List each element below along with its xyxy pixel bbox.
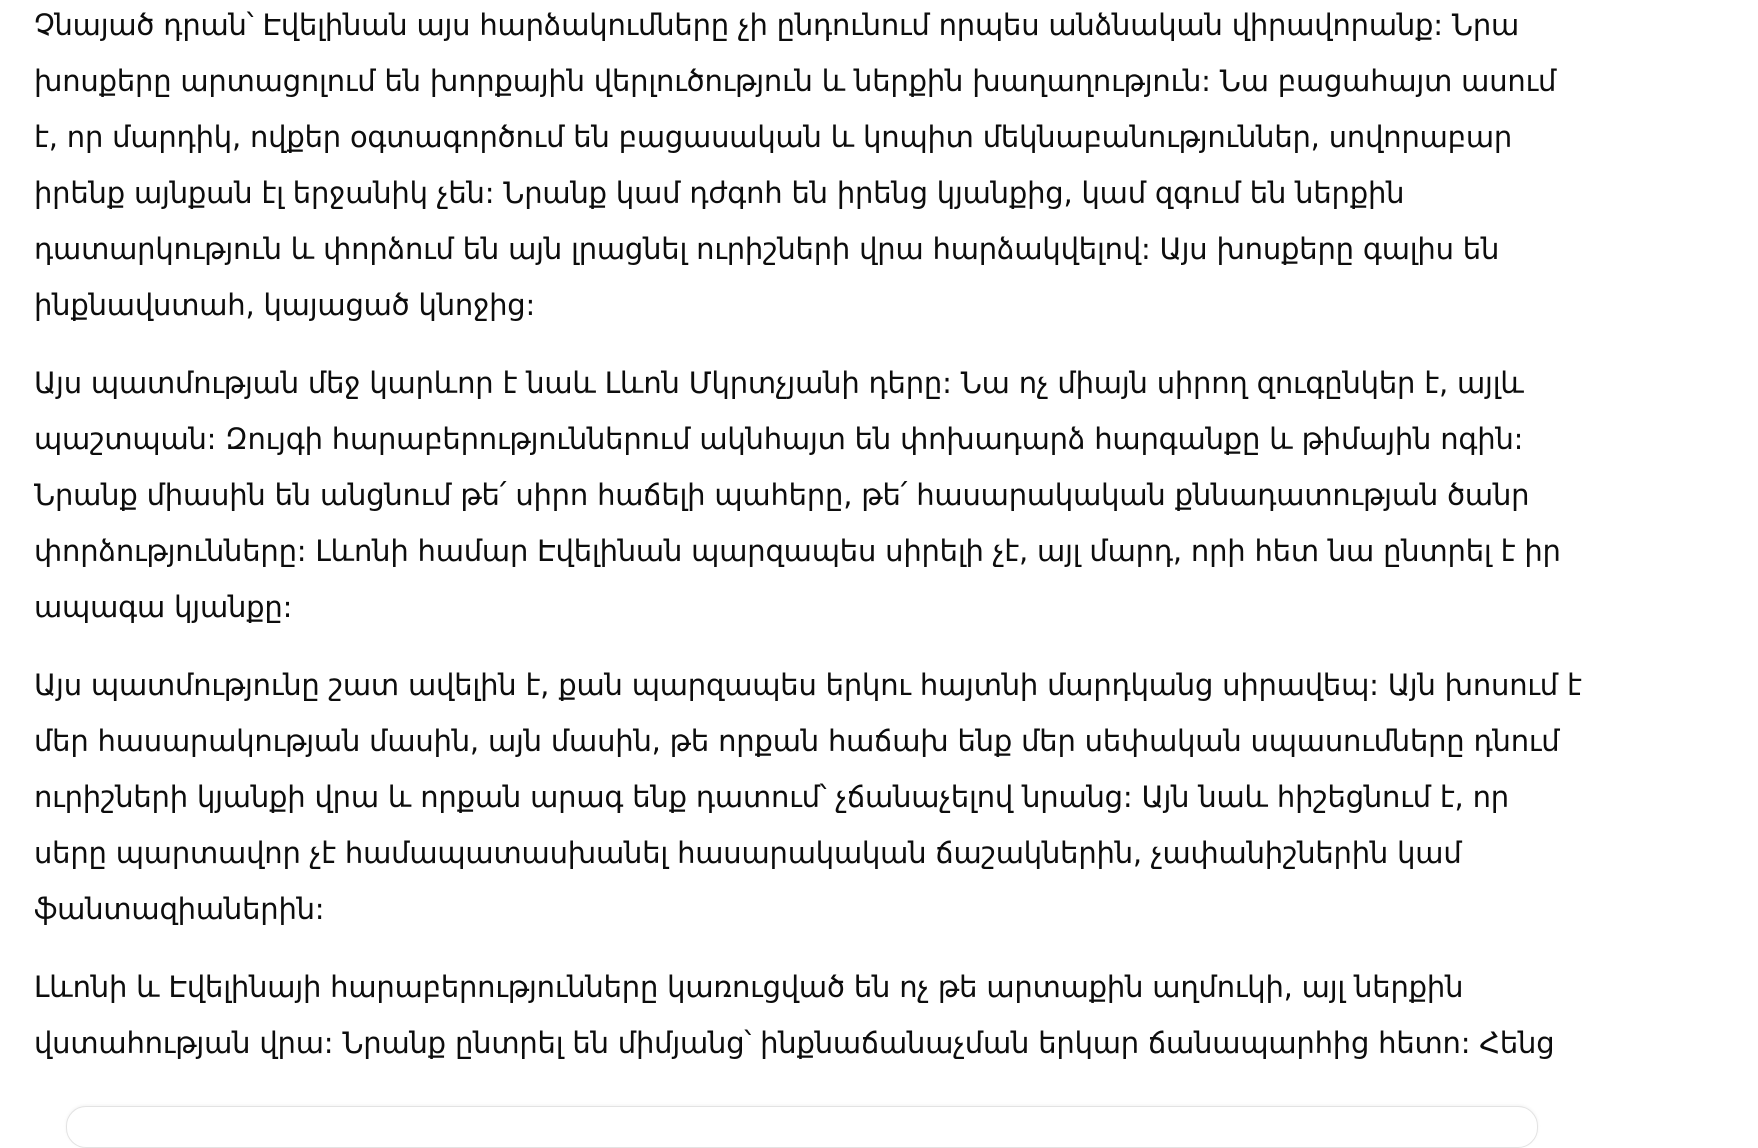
article-body: [34, 0, 1582, 1093]
paragraph-line: ապագա կյանքը:: [34, 590, 293, 624]
paragraph-line: Այս պատմության մեջ կարևոր է նաև Լևոն Մկրտչյանի դերը: Նա ոչ միայն սիրող զուգընկեր է, այլև: [34, 366, 1524, 400]
paragraph-line: Այս պատմությունը շատ ավելին է, քան պարզապես երկու հայտնի մարդկանց սիրավեպ: Այն խոսում է: [34, 668, 1582, 702]
paragraph-line: ուրիշների կյանքի վրա և որքան արագ ենք դատում՝ չճանաչելով նրանց: Այն նաև հիշեցնում է, որ: [34, 780, 1509, 814]
paragraph-line: դատարկություն և փորձում են այն լրացնել ուրիշների վրա հարձակվելով: Այս խոսքերը գալիս են: [34, 232, 1500, 266]
message-composer[interactable]: [66, 1106, 1538, 1148]
paragraph-line: փորձությունները: Լևոնի համար Էվելինան պարզապես սիրելի չէ, այլ մարդ, որի հետ նա ընտրել է իր: [34, 534, 1561, 568]
paragraph-3: [34, 657, 1582, 937]
paragraph-2: [34, 355, 1574, 635]
paragraph-4: [34, 959, 1574, 1071]
paragraph-line: մեր հասարակության մասին, այն մասին, թե որքան հաճախ ենք մեր սեփական սպասումները դնում: [34, 724, 1560, 758]
paragraph-line: իրենք այնքան էլ երջանիկ չեն: Նրանք կամ դժգոհ են իրենց կյանքից, կամ զգում են ներքին: [34, 176, 1405, 210]
paragraph-line: պաշտպան: Զույգի հարաբերություններում ակնհայտ են փոխադարձ հարգանքը և թիմային ոգին:: [34, 422, 1524, 456]
paragraph-line: ինքնավստահ, կայացած կնոջից:: [34, 288, 536, 322]
paragraph-line: Չնայած դրան՝ Էվելինան այս հարձակումները չի ընդունում որպես անձնական վիրավորանք: Նրա: [34, 8, 1520, 42]
paragraph-line: է, որ մարդիկ, ովքեր օգտագործում են բացասական և կոպիտ մեկնաբանություններ, սովորաբար: [34, 120, 1513, 154]
paragraph-line: վստահության վրա: Նրանք ընտրել են միմյանց՝ ինքնաճանաչման երկար ճանապարհից հետո: Հենց: [34, 1026, 1555, 1060]
paragraph-line: խոսքերը արտացոլում են խորքային վերլուծություն և ներքին խաղաղություն: Նա բացահայտ ասում: [34, 64, 1557, 98]
paragraph-1: [34, 0, 1574, 333]
paragraph-line: ֆանտազիաներին:: [34, 892, 325, 926]
paragraph-line: Նրանք միասին են անցնում թե՛ սիրո հաճելի պահերը, թե՛ հասարակական քննադատության ծանր: [34, 478, 1530, 512]
paragraph-line: Լևոնի և Էվելինայի հարաբերությունները կառուցված են ոչ թե արտաքին աղմուկի, այլ ներքին: [34, 970, 1464, 1004]
paragraph-line: սերը պարտավոր չէ համապատասխանել հասարակական ճաշակներին, չափանիշներին կամ: [34, 836, 1462, 870]
